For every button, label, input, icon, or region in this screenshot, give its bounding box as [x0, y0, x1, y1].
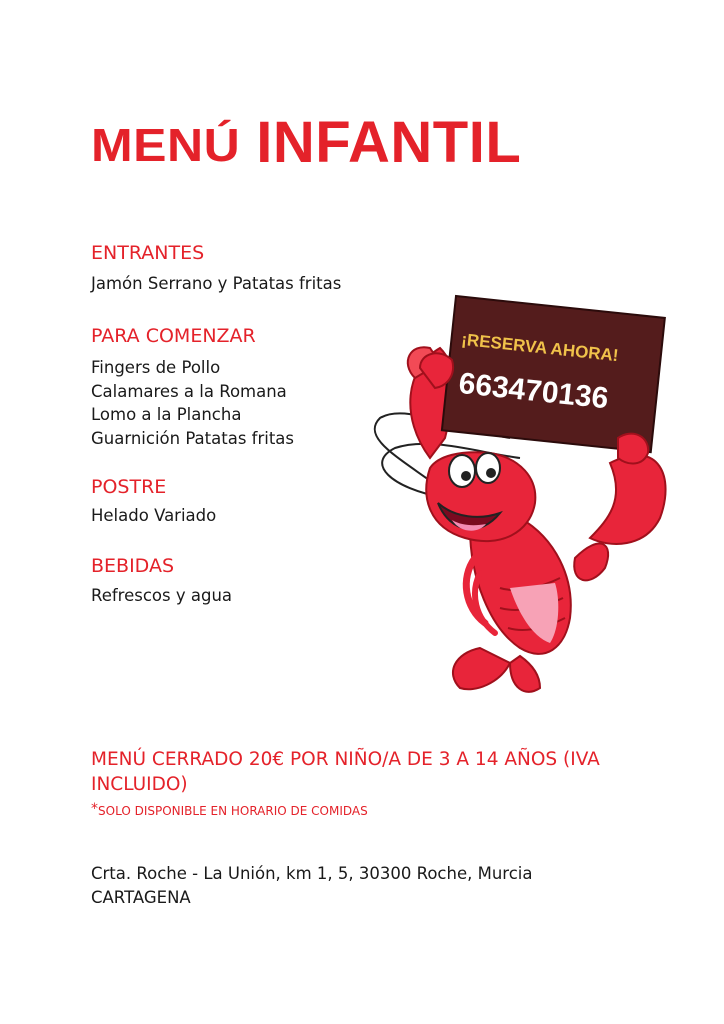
- para-comenzar-list: [91, 356, 294, 450]
- note-asterisk: *: [91, 801, 98, 817]
- address: [91, 862, 532, 910]
- list-item: Calamares a la Romana: [91, 381, 287, 401]
- list-item: Fingers de Pollo: [91, 358, 221, 377]
- postre-list: [91, 504, 216, 528]
- availability-note: [91, 800, 368, 820]
- sign-headline: ¡RESERVA AHORA!: [460, 329, 620, 366]
- list-item: Lomo a la Plancha: [91, 405, 242, 424]
- list-item: Jamón Serrano y Patatas fritas: [91, 274, 342, 293]
- page-title: [91, 108, 521, 180]
- address-line: Crta. Roche - La Unión, km 1, 5, 30300 Roche, Murcia: [91, 864, 533, 883]
- title-word-infantil: INFANTIL: [256, 110, 522, 175]
- section-heading-postre: POSTRE: [91, 476, 167, 498]
- list-item: Guarnición Patatas fritas: [91, 428, 295, 448]
- list-item: Helado Variado: [91, 506, 217, 525]
- closed-menu-price: MENÚ CERRADO 20€ POR NIÑO/A DE 3 A 14 AÑOS (IVA INCLUIDO): [91, 749, 600, 795]
- entrantes-list: [91, 272, 341, 296]
- section-heading-entrantes: ENTRANTES: [91, 242, 205, 264]
- bebidas-list: [91, 584, 232, 608]
- section-heading-bebidas: BEBIDAS: [91, 555, 175, 577]
- section-heading-para-comenzar: PARA COMENZAR: [91, 325, 256, 347]
- reservation-phone[interactable]: 663470136: [457, 366, 610, 416]
- address-city: CARTAGENA: [91, 888, 191, 907]
- title-word-menu: MENÚ: [91, 118, 241, 172]
- list-item: Refrescos y agua: [91, 586, 233, 605]
- availability-note-text: SOLO DISPONIBLE EN HORARIO DE COMIDAS: [98, 804, 368, 818]
- lobster-mascot-icon: [360, 288, 680, 708]
